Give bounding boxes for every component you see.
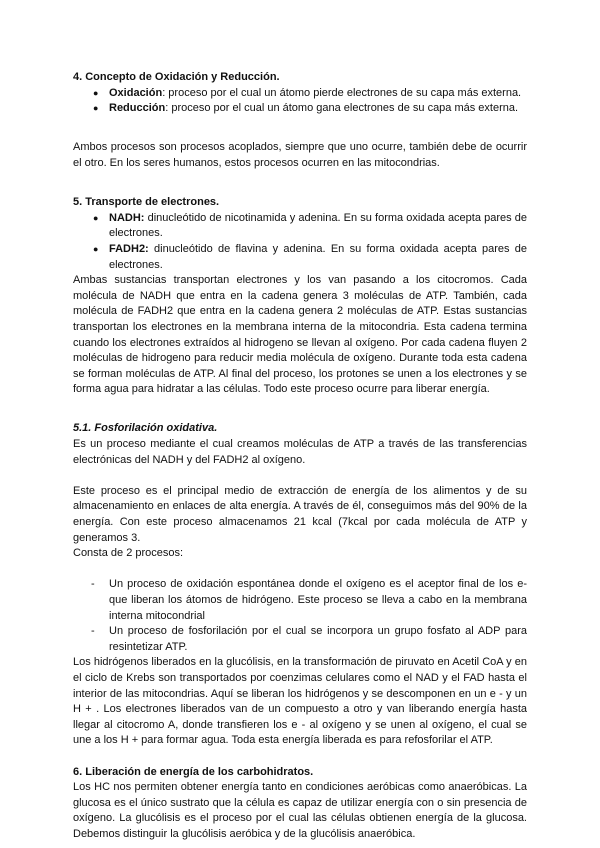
section-5-list: [73, 211, 527, 273]
list-item: - Un proceso de oxidación espontánea donde el oxígeno es el aceptor final de los e- que liberan los átomos de hidrógeno. Este proceso se lleva a cabo en la membrana interna mitocondrial: [109, 577, 527, 624]
section-5-1-paragraph-3: Los hidrógenos liberados en la glucólisis, en la transformación de piruvato en Acetil CoA y en el ciclo de Krebs son transportados por coenzimas celulares como el NAD y el FAD hasta el interior de las mitocondrias. Aquí se liberan los hidrógenos y se descomponen en un e - y un H + . Los electrones liberados van de un compuesto a otro y van liberando energía hasta llegar al citocromo A, donde transfieren los e - al oxígeno y se unen al oxígeno, el cual se une a los H + para formar agua. Toda esta energía liberada es para refosforilar el ATP.: [73, 656, 527, 747]
section-4-title: 4. Concepto de Oxidación y Reducción.: [73, 71, 280, 83]
definition-nadh: dinucleótido de nicotinamida y adenina. En su forma oxidada acepta pares de electrones.: [109, 211, 527, 240]
list-item: [109, 86, 527, 102]
section-5-1-paragraph-2: Este proceso es el principal medio de extracción de energía de los alimentos y de su almacenamiento en enlaces de alta energía. A través de él, conseguimos más del 90% de la energía. Con este proceso almacenamos 21 kcal (7kcal por cada molécula de ATP y generamos 3.: [73, 484, 527, 544]
definition-oxidacion: : proceso por el cual un átomo pierde electrones de su capa más externa.: [162, 86, 522, 99]
section-6-paragraph: Los HC nos permiten obtener energía tanto en condiciones aeróbicas como anaeróbicas. La glucosa es el único sustrato que la célula es capaz de utilizar energía con o sin presencia de oxígeno. La glucólisis es el proceso por el cual las células obtienen energía de la glucosa. Debemos distinguir la glucólisis aeróbica y de la glucólisis anaeróbica.: [73, 781, 527, 840]
term-nadh: NADH:: [109, 211, 145, 224]
term-reduccion: Reducción: [109, 102, 166, 115]
section-6-title: 6. Liberación de energía de los carbohidratos.: [73, 765, 314, 778]
term-fadh2: FADH2:: [109, 242, 149, 255]
definition-fadh2: dinucleótido de flavina y adenina. En su forma oxidada acepta pares de electrones.: [109, 242, 527, 271]
term-oxidacion: Oxidación: [109, 86, 163, 99]
section-5-1-list: [73, 577, 527, 655]
section-5-1-title: 5.1. Fosforilación oxidativa.: [73, 422, 218, 435]
list-item: [109, 101, 527, 117]
list-item: [109, 242, 527, 273]
section-4-paragraph: Ambos procesos son procesos acoplados, siempre que uno ocurre, también debe de ocurrir el otro. En los seres humanos, estos procesos ocurren en las mitocondrias.: [73, 141, 527, 169]
list-item: [109, 211, 527, 242]
section-5-1-paragraph-1: Es un proceso mediante el cual creamos moléculas de ATP a través de las transferencias electrónicas del NADH y del FADH2 al oxígeno.: [73, 438, 527, 466]
section-5-1-consta: Consta de 2 procesos:: [73, 547, 184, 560]
section-5-title: 5. Transporte de electrones.: [73, 196, 220, 209]
list-item: - Un proceso de fosforilación por el cual se incorpora un grupo fosfato al ADP para resintetizar ATP.: [109, 624, 527, 655]
section-4-list: [73, 86, 527, 117]
section-5-paragraph: Ambas sustancias transportan electrones y los van pasando a los citocromos. Cada molécula de NADH que entra en la cadena genera 3 moléculas de ATP. También, cada molécula de FADH2 que entra en la cadena genera 2 moléculas de ATP. Estas sustancias transportan los electrones en la membrana interna de la mitocondria. Esta cadena termina cuando los electrones extraídos al hidrogeno se llevan al oxígeno. Por cada cadena fluyen 2 moléculas de hidrogeno para reducir media molécula de oxígeno. Durante toda esta cadena se forman moléculas de ATP. Al final del proceso, los protones se unen a los electrones y se forma agua para hidratar a las células. Todo este proceso ocurre para liberar energía.: [73, 274, 527, 396]
definition-reduccion: : proceso por el cual un átomo gana electrones de su capa más externa.: [165, 102, 519, 115]
